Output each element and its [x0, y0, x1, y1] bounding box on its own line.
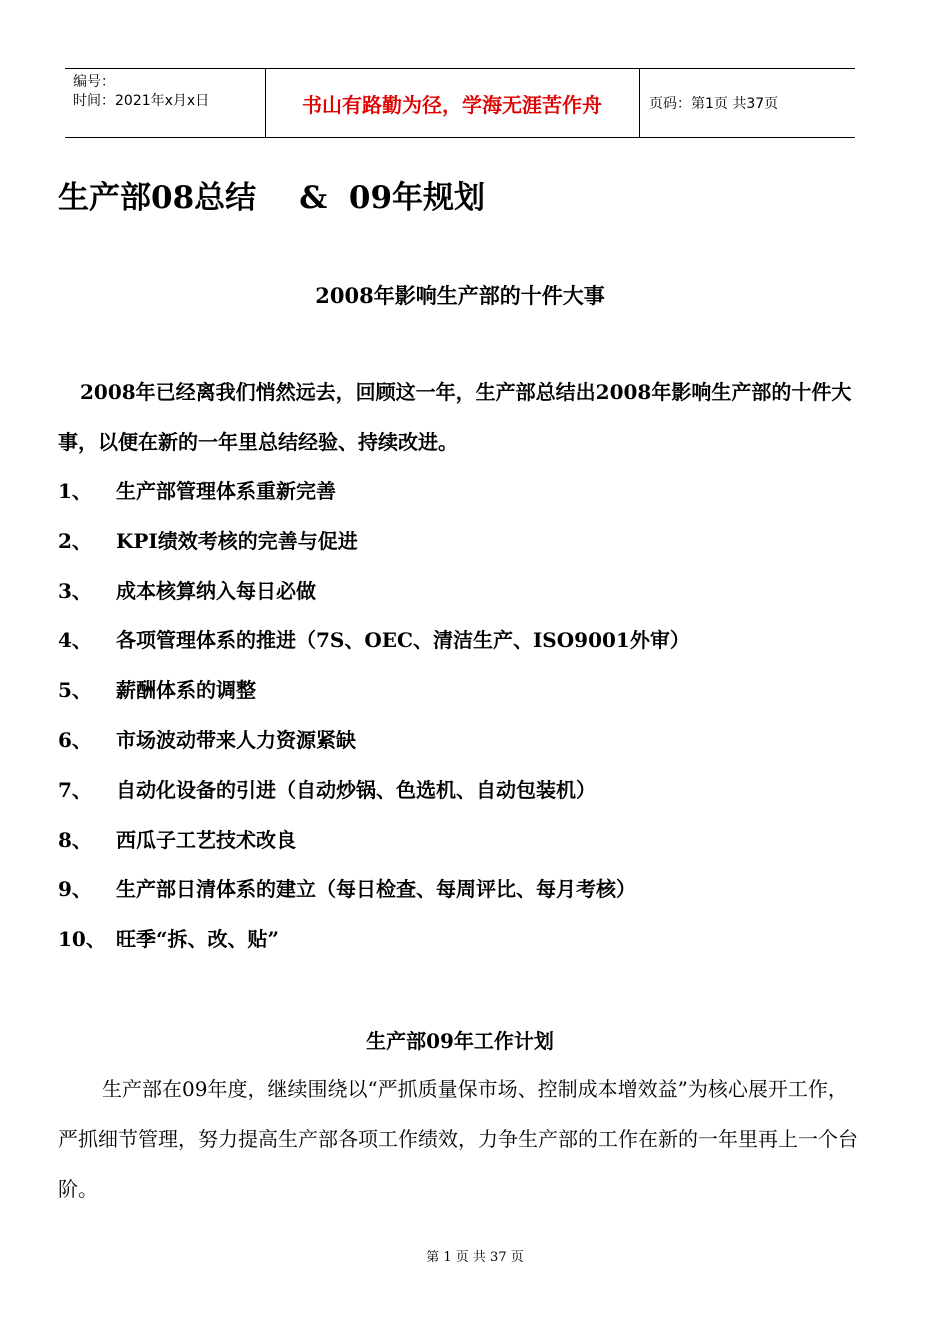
list-item-number: 3、	[58, 578, 92, 603]
list-item-number: 9、	[58, 877, 92, 902]
page-footer: 第 1 页 共 37 页	[426, 1250, 524, 1265]
list-item-text: 薪酬体系的调整	[116, 678, 256, 703]
number-label: 编号：	[73, 74, 115, 90]
list-item-number: 7、	[58, 777, 92, 802]
list-item-text: 生产部日清体系的建立（每日检查、每周评比、每月考核）	[116, 877, 636, 902]
list-item-text: 西瓜子工艺技术改良	[116, 827, 296, 852]
list-item	[58, 815, 690, 865]
list-item-number: 4、	[58, 628, 92, 653]
list-item-text: KPI绩效考核的完善与促进	[116, 528, 358, 553]
list-item	[58, 864, 690, 914]
list-item-number: 1、	[58, 479, 92, 503]
header-motto: 书山有路勤为径，学海无涯苦作舟	[302, 92, 602, 117]
section-heading: 2008年影响生产部的十件大事	[315, 283, 605, 308]
header-info-cell	[73, 73, 209, 111]
header-divider	[639, 69, 640, 137]
list-item	[58, 466, 690, 516]
list-item	[58, 615, 690, 665]
plan-heading: 生产部09年工作计划	[366, 1029, 554, 1053]
intro-paragraph: 2008年已经离我们悄然远去，回顾这一年，生产部总结出2008年影响生产部的十件大事，以便在新的一年里总结经验、持续改进。	[58, 380, 852, 454]
list-item	[58, 914, 690, 964]
list-item-number: 2、	[58, 528, 92, 553]
time-label: 时间：2021年x月x日	[73, 93, 210, 109]
events-list	[58, 466, 690, 964]
list-item	[58, 715, 690, 765]
list-item-number: 6、	[58, 727, 92, 752]
list-item-text: 成本核算纳入每日必做	[116, 578, 316, 603]
list-item-text: 各项管理体系的推进（7S、OEC、清洁生产、ISO9001外审）	[116, 628, 690, 653]
document-title: 生产部08总结 & 09年规划	[58, 180, 486, 216]
list-item-text: 生产部管理体系重新完善	[116, 479, 336, 503]
list-item-text: 自动化设备的引进（自动炒锅、色选机、自动包装机）	[116, 777, 596, 802]
header-table	[65, 68, 855, 138]
header-page-label: 页码：第1页 共37页	[649, 96, 779, 112]
list-item-text: 旺季“拆、改、贴”	[116, 927, 280, 952]
list-item	[58, 665, 690, 715]
list-item-number: 5、	[58, 678, 92, 703]
list-item	[58, 765, 690, 815]
list-item	[58, 516, 690, 566]
list-item-text: 市场波动带来人力资源紧缺	[116, 727, 356, 752]
plan-paragraph: 生产部在09年度，继续围绕以“严抓质量保市场、控制成本增效益”为核心展开工作，严抓细节管理，努力提高生产部各项工作绩效，力争生产部的工作在新的一年里再上一个台阶。	[58, 1077, 858, 1201]
list-item-number: 10、	[58, 927, 106, 952]
list-item	[58, 566, 690, 616]
list-item-number: 8、	[58, 827, 92, 852]
